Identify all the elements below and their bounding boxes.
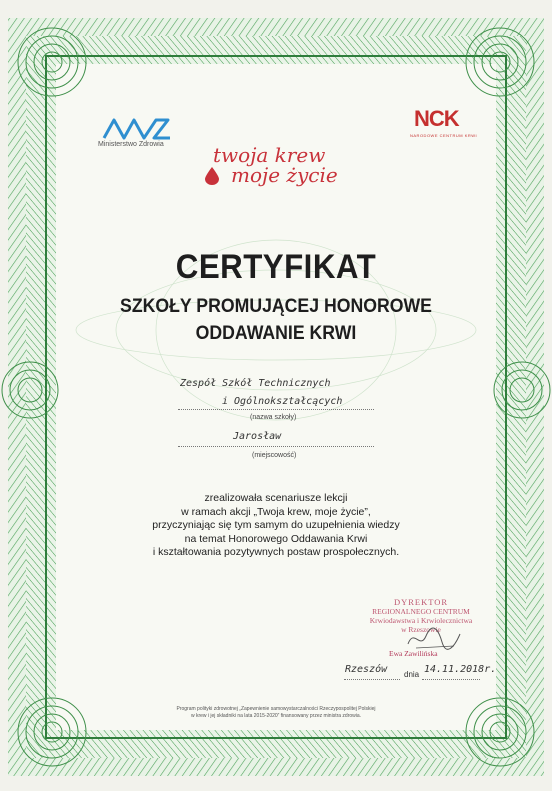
stamp-line3: Krwiodawstwa i Krwiolecznictwa	[369, 616, 473, 625]
school-name-caption: (nazwa szkoły)	[250, 414, 297, 421]
body-line1: zrealizowała scenariusze lekcji	[204, 492, 348, 504]
footer-line1: Program polityki zdrowotnej „Zapewnienie samowystarczalności Rzeczypospolitej Polskiej	[176, 706, 376, 712]
town-dotted-line	[178, 446, 374, 447]
body-line4: na temat Honorowego Oddawania Krwi	[184, 532, 368, 545]
certificate-subtitle-line1: SZKOŁY PROMUJĄCEJ HONOROWE	[120, 296, 432, 317]
stamp-line2: REGIONALNEGO CENTRUM	[372, 607, 470, 616]
body-line5: i kształtowania pozytywnych postaw prospołecznych.	[152, 546, 400, 558]
town-name: Jarosław	[233, 431, 282, 442]
town-caption: (miejscowość)	[252, 452, 297, 459]
nck-logo: NCK	[414, 106, 459, 131]
ministry-name: Ministerstwo Zdrowia	[98, 141, 164, 148]
certificate-title: CERTYFIKAT	[175, 248, 377, 286]
issue-date: 14.11.2018r.	[424, 664, 497, 675]
campaign-line1: twoja krew	[213, 143, 326, 167]
stamp-line4: w Rzeszowie	[401, 625, 441, 634]
body-line3: przyczyniając się tym samym do uzupełnienia wiedzy	[152, 519, 400, 531]
place-dotted-line	[344, 679, 400, 680]
nck-subtitle: NARODOWE CENTRUM KRWI	[410, 133, 478, 138]
program-footer	[0, 706, 552, 720]
footer-line2: w krew i jej składniki na lata 2015-2020” finansowany przez ministra zdrowia.	[190, 713, 362, 719]
date-label: dnia	[404, 670, 420, 679]
campaign-line2: moje życie	[231, 163, 338, 187]
blood-drop-icon	[205, 167, 219, 185]
stamp-name: Ewa Zawilińska	[389, 649, 438, 658]
certificate-subtitle-line2: ODDAWANIE KRWI	[195, 323, 357, 344]
stamp-line1: DYREKTOR	[393, 597, 449, 607]
school-name-line2: i Ogólnokształcących	[222, 396, 343, 407]
issue-place: Rzeszów	[345, 664, 388, 675]
date-dotted-line	[422, 679, 480, 680]
school-name-line1: Zespół Szkół Technicznych	[180, 378, 331, 389]
body-line2: w ramach akcji „Twoja krew, moje życie”,	[181, 505, 371, 518]
certificate-body	[0, 492, 552, 560]
school-name-dotted-line	[178, 409, 374, 410]
